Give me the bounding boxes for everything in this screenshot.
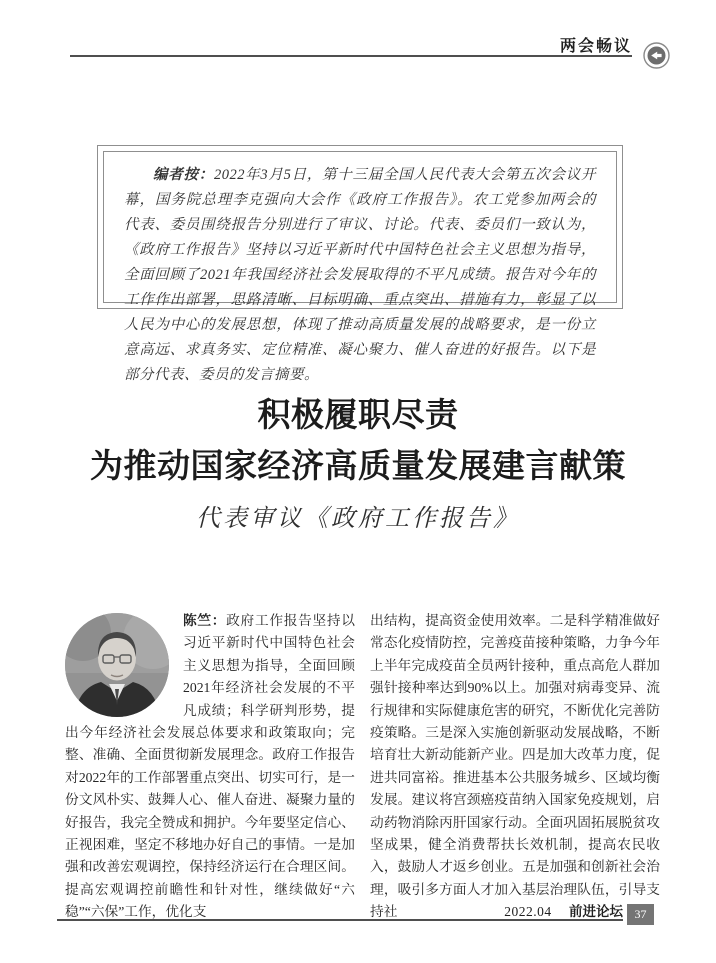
editor-note-box [97,145,623,383]
speaker-name: 陈竺： [183,613,227,628]
portrait-photo [65,613,169,717]
section-label: 两会畅议 [559,38,632,55]
page-header [70,33,632,57]
editor-note-label: 编者按： [153,167,214,183]
article-title [0,389,716,491]
editor-note-text: 2022年3月5日，第十三届全国人民代表大会第五次会议开幕，国务院总理李克强向大会作《政府工作报告》。农工党参加两会的代表、委员围绕报告分别进行了审议、讨论。代表、委员们一致认为，《政府工作报告》坚持以习近平新时代中国特色社会主义思想为指导，全面回顾了2021年我国经济社会发展取得的不平凡成绩。报告对今年的工作作出部署，思路清晰、目标明确、重点突出、措施有力，彰显了以人民为中心的发展思想，体现了推动高质量发展的战略要求，是一份立意高远、求真务实、定位精准、凝心聚力、催人奋进的好报告。以下是部分代表、委员的发言摘要。 [124,167,597,383]
column-left [65,610,355,924]
page-number-badge: 37 [627,904,654,925]
editor-note-paragraph [124,163,596,388]
article-title-line2: 为推动国家经济高质量发展建言献策 [90,447,626,484]
article-title-line1: 积极履职尽责 [257,396,459,433]
column-right [370,610,660,924]
footer-text [57,900,623,920]
article-text-right: 出结构，提高资金使用效率。二是科学精准做好常态化疫情防控，完善疫苗接种策略，力争今年上半年完成疫苗全员两针接种，重点高危人群加强针接种率达到90%以上。加强对病毒变异、流行规律和实际健康危害的研究，不断优化完善防疫策略。三是深入实施创新驱动发展战略，不断培育壮大新动能新产业。四是加大改革力度，促进共同富裕。推进基本公共服务城乡、区域均衡发展。建议将宫颈癌疫苗纳入国家免疫规划，启动药物消除丙肝国家行动。全面巩固拓展脱贫攻坚成果，健全消费帮扶长效机制，提高农民收入，鼓励人才返乡创业。五是加强和创新社会治理，吸引多方面人才加入基层治理队伍，引导支持社 [370,613,660,920]
footer-journal-name: 前进论坛 [569,904,623,919]
article-text-left: 政府工作报告坚持以习近平新时代中国特色社会主义思想为指导，全面回顾2021年经济社会发展的不平凡成绩；科学研判形势，提出今年经济社会发展总体要求和政策取向；完整、准确、全面贯彻新发展理念。政府工作报告对2022年的工作部署重点突出、切实可行，是一份文风朴实、鼓舞人心、催人奋进、凝聚力量的好报告，我完全赞成和拥护。今年要坚定信心、正视困难，坚定不移地办好自己的事情。一是加强和改善宏观调控，保持经济运行在合理区间。提高宏观调控前瞻性和针对性，继续做好“六稳”“六保”工作，优化支 [65,613,355,920]
article-body [65,610,660,924]
article-subtitle: 代表审议《政府工作报告》 [196,506,520,532]
footer-issue: 2022.04 [504,904,552,919]
back-arrow-circle-icon [643,42,670,69]
footer-rule [57,919,623,921]
editor-note-inner-frame [103,151,617,383]
